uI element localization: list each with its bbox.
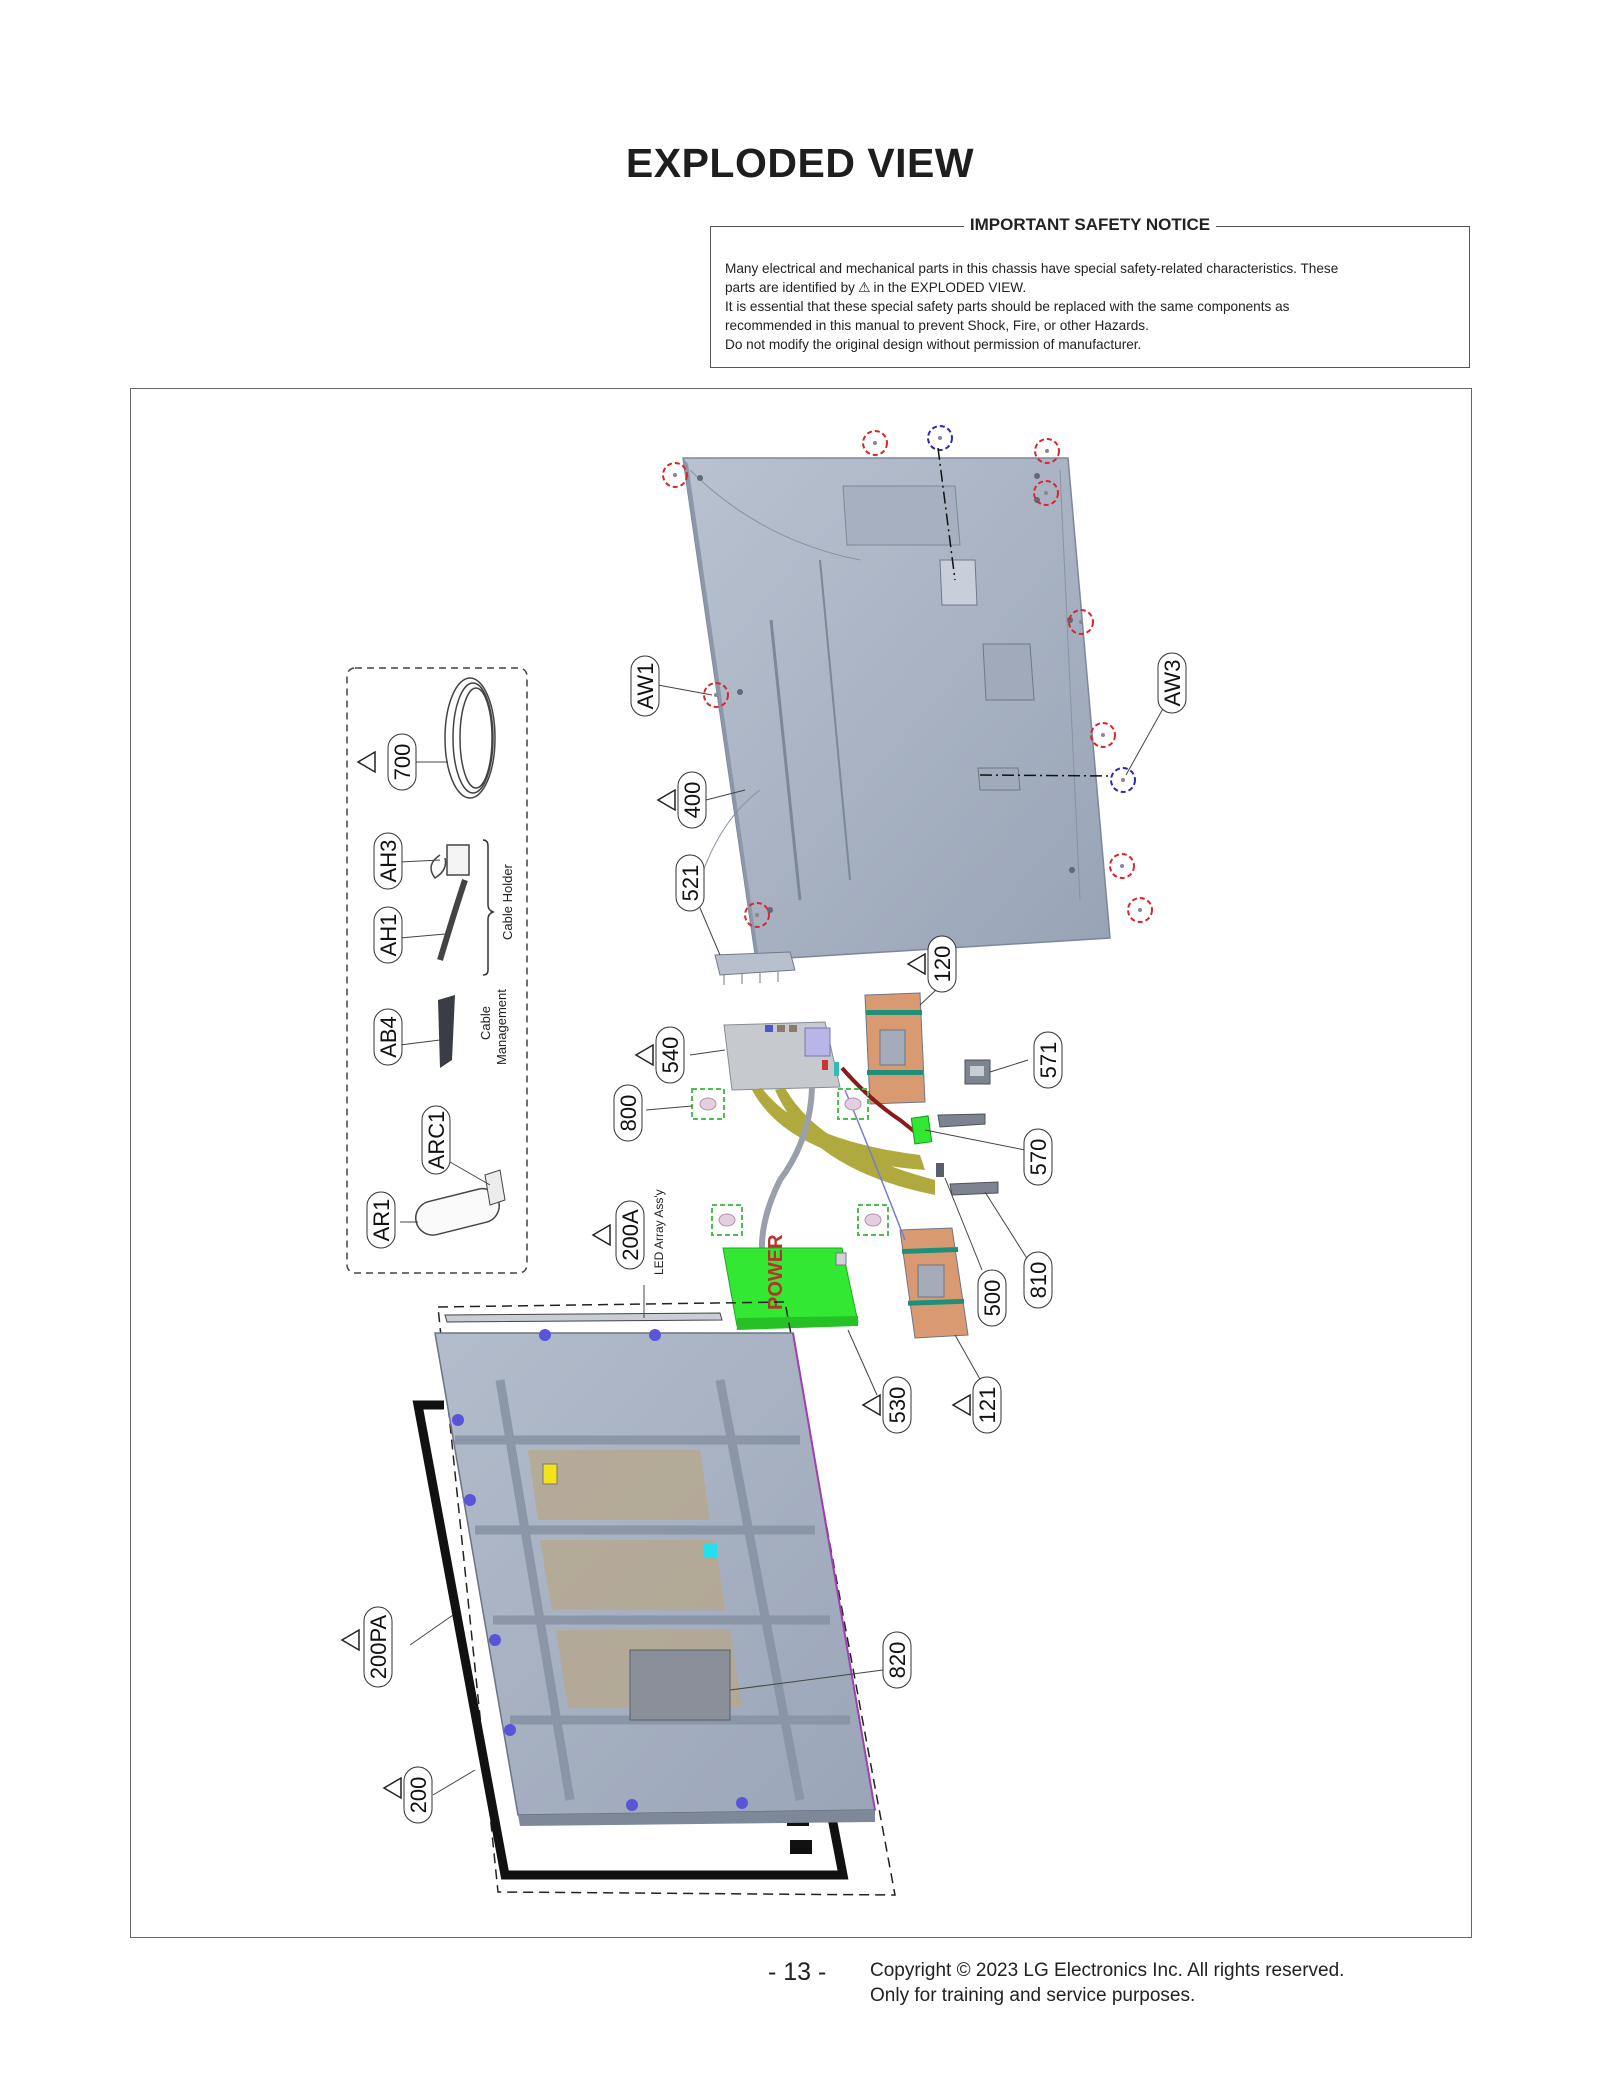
callout-521[interactable] [676,855,704,911]
svg-text:820: 820 [885,1641,910,1679]
main-board-540 [724,1022,840,1090]
cable-strap-AH1 [440,880,465,960]
svg-text:ARC1: ARC1 [424,1110,449,1170]
power-cord-700 [445,678,495,798]
callout-700[interactable] [388,734,416,790]
led-array-label: LED Array Ass'y [652,1189,666,1275]
callout-810[interactable] [1024,1252,1052,1308]
svg-text:AB4: AB4 [376,1016,401,1058]
svg-text:AW3: AW3 [1160,659,1185,707]
callout-AB4[interactable] [374,1009,402,1065]
back-cover-400 [683,458,1110,966]
warning-triangle-icon [593,1225,610,1245]
cable-management-AB4 [438,995,455,1068]
cable-management-label-2: Management [494,989,509,1065]
callout-540[interactable] [656,1027,684,1083]
cable-management-label-1: Cable [478,1006,493,1040]
svg-text:570: 570 [1026,1138,1051,1176]
svg-text:540: 540 [658,1036,683,1074]
speaker-121 [900,1228,968,1338]
page-number: - 13 - [768,1958,827,1986]
panel-insulator-820 [630,1650,730,1720]
svg-text:800: 800 [616,1094,641,1132]
warning-triangle-icon [908,954,925,974]
svg-text:400: 400 [680,781,705,819]
callout-AH3[interactable] [374,833,402,889]
ir-board-570 [911,1116,931,1144]
page-title: EXPLODED VIEW [625,140,975,186]
notice-line: recommended in this manual to prevent Shock, Fire, or other Hazards. [725,318,1149,333]
callout-AH1[interactable] [374,907,402,963]
warning-triangle-icon [342,1630,359,1650]
svg-text:AW1: AW1 [633,662,658,710]
cable-clamp-AH3 [431,845,469,878]
callout-120[interactable] [928,936,956,992]
remote-AR1 [412,1170,505,1239]
svg-text:500: 500 [980,1279,1005,1317]
holder-810-a [938,1114,985,1127]
warning-triangle-icon [953,1395,970,1415]
callout-200[interactable] [404,1767,432,1823]
callout-570[interactable] [1024,1129,1052,1185]
notice-line: Do not modify the original design without permission of manufacturer. [725,337,1142,352]
svg-text:521: 521 [678,864,703,902]
callout-AW3[interactable] [1158,653,1186,713]
notice-line: parts are identified by ⚠ in the EXPLODED VIEW. [725,279,1027,295]
callout-800[interactable] [614,1085,642,1141]
svg-text:810: 810 [1026,1261,1051,1299]
warning-triangle-icon [636,1045,653,1065]
warning-triangle-icon [384,1778,401,1798]
callout-200A[interactable] [616,1201,644,1269]
callout-820[interactable] [883,1632,911,1688]
svg-text:200PA: 200PA [366,1614,391,1680]
bracket-521 [715,952,795,985]
power-board-530 [723,1234,858,1330]
warning-triangle-icon [658,790,675,810]
connector-500 [936,1163,944,1177]
speaker-120 [865,993,925,1104]
lcd-panel-module [435,1329,875,1826]
cable-holder-label: Cable Holder [500,864,515,940]
callout-ARC1[interactable] [422,1106,450,1174]
svg-text:121: 121 [975,1386,1000,1424]
callout-571[interactable] [1034,1032,1062,1088]
svg-text:700: 700 [390,743,415,781]
holder-571 [965,1060,990,1084]
callout-200PA[interactable] [364,1607,392,1687]
callout-500[interactable] [978,1270,1006,1326]
svg-text:200A: 200A [618,1209,643,1261]
warning-triangle-icon: ⚠ [857,279,871,295]
notice-line: Many electrical and mechanical parts in this chassis have special safety-related characteristics. These [725,261,1339,276]
callout-AW1[interactable] [631,656,659,716]
svg-text:200: 200 [406,1776,431,1814]
holder-810-b [950,1182,998,1195]
svg-text:AH1: AH1 [376,913,401,957]
copyright-notice: Copyright © 2023 LG Electronics Inc. All rights reserved. Only for training and service purposes. [870,1960,1345,2006]
callout-400[interactable] [678,772,706,828]
svg-text:530: 530 [885,1386,910,1424]
svg-text:AH3: AH3 [376,839,401,883]
svg-text:571: 571 [1036,1041,1061,1079]
callout-121[interactable] [973,1377,1001,1433]
warning-triangle-icon [863,1395,880,1415]
warning-triangle-icon [358,752,375,772]
power-board-label: POWER [765,1234,787,1310]
svg-text:AR1: AR1 [369,1198,394,1242]
callout-AR1[interactable] [367,1192,395,1248]
callout-530[interactable] [883,1377,911,1433]
svg-text:120: 120 [930,945,955,983]
notice-line: It is essential that these special safety parts should be replaced with the same components as [725,299,1290,314]
safety-notice-title: IMPORTANT SAFETY NOTICE [711,215,1469,235]
